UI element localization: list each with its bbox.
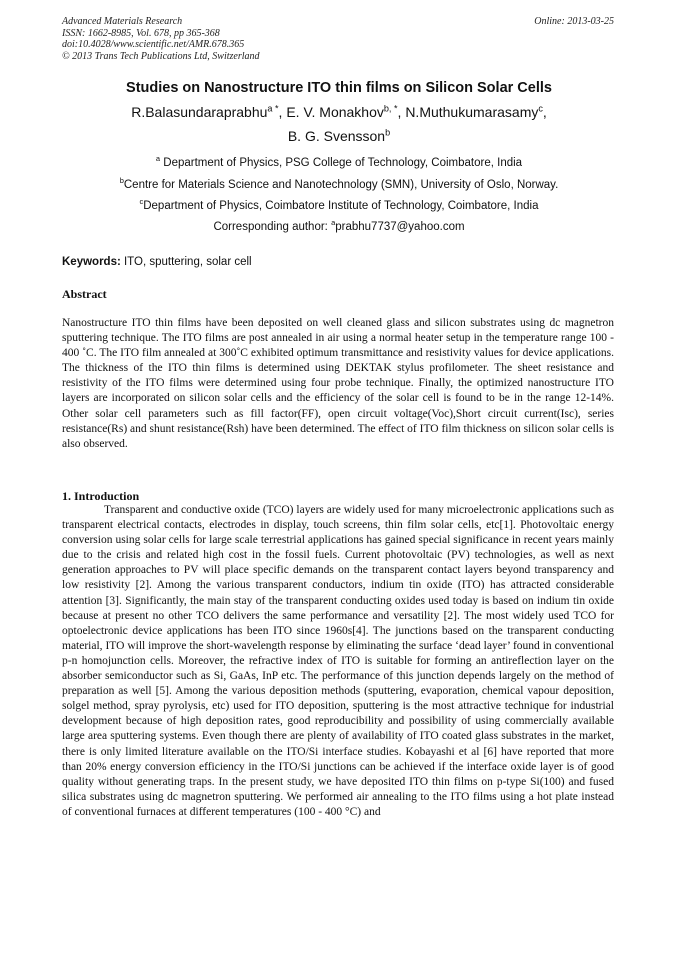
journal-header: [62, 16, 260, 62]
intro-heading: 1. Introduction: [62, 489, 140, 503]
abstract-text: Nanostructure ITO thin films have been deposited on well cleaned glass and silicon substrates using dc magnetron sputtering technique. The ITO films are post annealed in air using a normal heater setup in the temperature range 100 - 400 ˚C. The ITO film annealed at 300˚C exhibited optimum transmittance and resistivity values for device applications. The thickness of the ITO thin films is determined using DEKTAK stylus profilometer. The sheet resistance and resistivity of the ITO films were determined using four probe technique. Finally, the optimized nanostructure ITO layers are incorporated on silicon solar cells and the efficiency of the solar cell is found to be in the range 12-14%. Other solar cell parameters such as fill factor(FF), open circuit voltage(Voc),Short circuit current(Isc), series resistance(Rs) and shunt resistance(Rsh) have been determined. The effect of ITO film thickness on silicon solar cells is also observed.: [62, 317, 614, 450]
author-mark: b, *: [383, 103, 398, 114]
author-mark: c: [538, 103, 543, 114]
affiliation: [40, 154, 638, 169]
journal-copyright: © 2013 Trans Tech Publications Ltd, Switzerland: [62, 50, 260, 62]
keywords-text: ITO, sputtering, solar cell: [120, 256, 252, 268]
corresponding-author: [40, 218, 638, 233]
intro-text: Transparent and conductive oxide (TCO) layers are widely used for many microelectronic applications such as transparent electrical contacts, electrodes in display, touch screens, thin film solar cells, etc[1]. Photovoltaic energy conversion using solar cells for large scale terrestrial applications has gained special significance in recent years mainly due to the crisis and related high cost in the fossil fuels. Current photovoltaic (PV) technologies, as well as next generation approaches to PV will place specific demands on the transparent contact layers beyond transparency and low resistivity [2]. Among the various transparent conductors, indium tin oxide (ITO) has attracted considerable attention [3]. Significantly, the main stay of the transparent conducting oxides used today is based on indium tin oxide because at present no other TCO delivers the same performance and versatility [2]. The most widely used TCO for optoelectronic device applications has been ITO since 1960s[4]. The junctions based on the transparent conducting material, ITO will improve the short-wavelength response by eliminating the surface ‘dead layer’ found in conventional p-n homojunction cells. Moreover, the refractive index of ITO is suitable for forming an antireflection layer on the absorber semiconductor such as Si, GaAs, InP etc. The performance of this junction depends largely on the method of preparation as well [5]. Among the various deposition methods (sputtering, evaporation, chemical vapour deposition, solgel method, spray pyrolysis, etc) used for ITO deposition, sputtering is the most attractive technique for industrial development because of high deposition rates, good reproducibility and possibility of using commercially available large area sputtering systems. Even though there are plenty of availability of ITO coated glass substrates in the market, there is only limited literature available on the ITO/Si interface studies. Kobayashi et al [6] have reported that more than 20% energy conversion efficiency in the ITO/Si junctions can be achieved if the interface oxide layer is of good quality without generating traps. In the present study, we have deposited ITO thin films on p-type Si(100) and fused silica substrates using dc magnetron sputtering. We performed air annealing to the ITO films using a hot plate instead of conventional furnaces at different temperatures (100 - 400 °C) and: [62, 504, 614, 818]
author-name: N.Muthukumarasamy: [405, 104, 539, 120]
abstract-heading: Abstract: [62, 287, 107, 301]
corresponding-mark: a: [331, 218, 336, 228]
author-name: E. V. Monakhov: [286, 104, 384, 120]
author-line-2: [40, 128, 638, 144]
keywords-label: Keywords:: [62, 256, 121, 268]
author-mark: a *: [267, 103, 279, 114]
affiliation-mark: c: [139, 197, 144, 207]
affiliation-mark: a: [155, 154, 161, 164]
affiliation: [40, 176, 638, 191]
author-name: R.Balasundaraprabhu: [131, 104, 268, 120]
paper-title: Studies on Nanostructure ITO thin films on Silicon Solar Cells: [126, 80, 552, 96]
affiliation-text: Centre for Materials Science and Nanotechnology (SMN), University of Oslo, Norway.: [123, 179, 559, 191]
online-date: Online: 2013-03-25: [534, 16, 614, 27]
affiliation-mark: b: [119, 176, 124, 186]
affiliation-text: Department of Physics, PSG College of Technology, Coimbatore, India: [160, 157, 523, 169]
journal-name: Advanced Materials Research: [62, 16, 183, 27]
journal-doi: doi:10.4028/www.scientific.net/AMR.678.365: [62, 39, 245, 50]
corresponding-email[interactable]: prabhu7737@yahoo.com: [335, 221, 465, 233]
journal-issn: ISSN: 1662-8985, Vol. 678, pp 365-368: [62, 27, 220, 39]
author-line-1: R.Balasundaraprabhu$^{a *}$, E. V. Monakhov$^{b, *}$, N.Muthukumarasamy$^c$,: [131, 103, 547, 120]
keywords: [62, 256, 252, 268]
corresponding-label: Corresponding author:: [213, 221, 332, 233]
affiliation-text: Department of Physics, Coimbatore Institute of Technology, Coimbatore, India: [143, 200, 539, 212]
affiliation: [40, 197, 638, 212]
author-mark: b: [385, 127, 391, 138]
author-name: B. G. Svensson: [287, 128, 386, 144]
